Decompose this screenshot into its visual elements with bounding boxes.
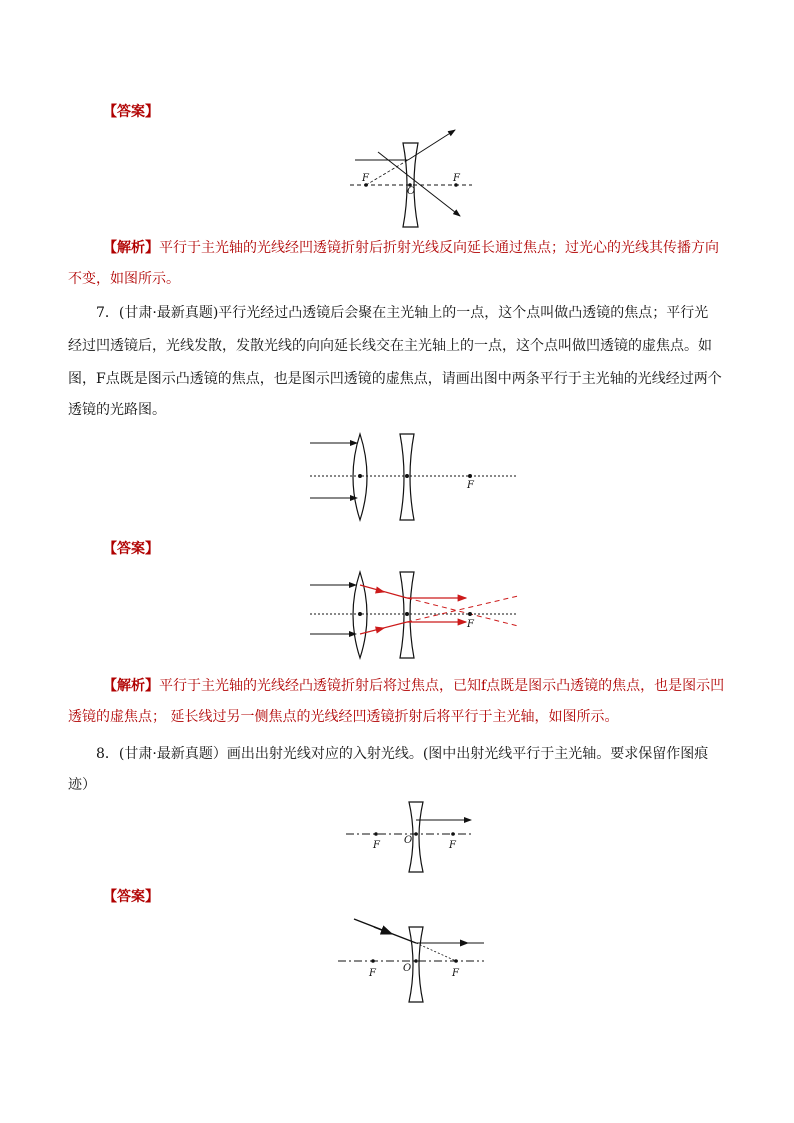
label-o: O [404, 835, 413, 846]
label-f-right: F [453, 173, 460, 184]
question-7-line3: 图，F点既是图示凸透镜的焦点，也是图示凹透镜的虚焦点，请画出图中两条平行于主光轴的光线经过两个 [68, 371, 722, 387]
label-f-right: F [452, 968, 459, 979]
label-f-right: F [449, 840, 456, 851]
question-7-line4: 透镜的光路图。 [68, 402, 166, 418]
label-o: O [403, 963, 412, 974]
focal-point-left [374, 832, 378, 836]
optical-center [414, 832, 418, 836]
focal-point-left [371, 959, 375, 963]
focal-point-right [451, 832, 455, 836]
convex-center [358, 612, 362, 616]
analysis-7: 【解析】平行于主光轴的光线经凸透镜折射后将过焦点，已知f点既是图示凸透镜的焦点，也是图示凹 [103, 678, 725, 694]
focal-point-right [454, 959, 458, 963]
question-8-line2: 迹） [68, 777, 96, 793]
label-f-left: F [362, 173, 369, 184]
label-f-left: F [373, 840, 380, 851]
question-8-line1: 8．(甘肃·最新真题）画出出射光线对应的入射光线。(图中出射光线平行于主光轴。要求保留作图痕 [96, 746, 709, 762]
concave-center [405, 474, 409, 478]
analysis-label: 【解析】 [103, 678, 159, 694]
q8-question-figure [340, 800, 480, 876]
center-ray [378, 152, 460, 216]
focal-point [468, 612, 472, 616]
answer-label: 【答案】 [103, 889, 159, 905]
label-o: O [407, 186, 416, 197]
analysis-label: 【解析】 [103, 240, 159, 256]
reverse-extension [366, 160, 408, 185]
incident-ray-arrow [374, 927, 392, 934]
answer-label: 【答案】 [103, 541, 159, 557]
two-lens-answer-figure [296, 570, 528, 664]
focal-point [468, 474, 472, 478]
convex-center [358, 474, 362, 478]
concave-center [405, 612, 409, 616]
question-7-line2: 经过凹透镜后，光线发散，发散光线的向向延长线交在主光轴上的一点，这个点叫做凹透镜的虚焦点。如 [68, 338, 712, 354]
label-f: F [467, 480, 474, 491]
question-7-line1: 7．(甘肃·最新真题)平行光经过凸透镜后会聚在主光轴上的一点，这个点叫做凸透镜的焦点；平行光 [96, 305, 709, 321]
analysis-6: 【解析】平行于主光轴的光线经凹透镜折射后折射光线反向延长通过焦点；过光心的光线其传播方向 [103, 240, 719, 256]
two-lens-question-figure [296, 432, 526, 524]
refracted-ray [408, 130, 455, 160]
lower-extension [407, 596, 518, 622]
analysis-6-cont: 不变，如图所示。 [68, 271, 180, 287]
label-f-left: F [369, 968, 376, 979]
optical-center [414, 959, 418, 963]
q8-answer-figure [334, 914, 490, 1004]
construction-line [416, 943, 456, 961]
concave-lens-answer-figure [350, 124, 480, 236]
label-f: F [467, 619, 474, 630]
answer-label: 【答案】 [103, 104, 159, 120]
analysis-7-cont: 透镜的虚焦点； 延长线过另一侧焦点的光线经凹透镜折射后将平行于主光轴，如图所示。 [68, 709, 619, 725]
